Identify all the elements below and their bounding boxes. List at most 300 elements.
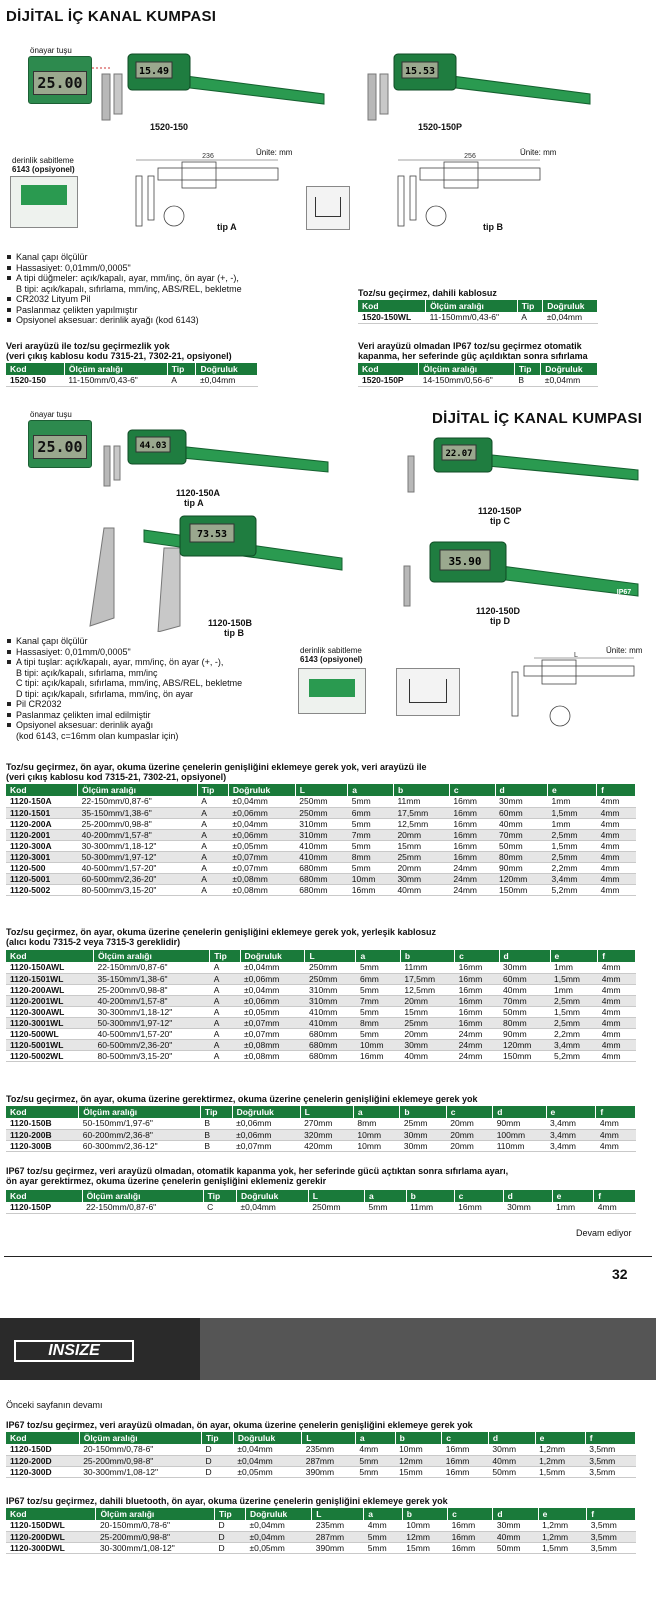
column-header: f xyxy=(587,1508,636,1520)
feature-item: C tipi: açık/kapalı, sıfırlama, mm/inç, ABS/REL, bekletme xyxy=(16,678,243,688)
table-cell: 20mm xyxy=(400,1028,454,1039)
column-header: Kod xyxy=(6,1106,79,1118)
table-cell: 40-200mm/1,57-8" xyxy=(93,995,209,1006)
column-header: Tip xyxy=(202,1432,234,1444)
table-row xyxy=(6,1531,636,1542)
divider xyxy=(4,1256,652,1257)
table-cell: 50mm xyxy=(493,1542,538,1553)
table-cell: 11mm xyxy=(406,1202,454,1213)
caliper-1520-150-image xyxy=(100,52,326,122)
table-cell: 12,5mm xyxy=(400,984,454,995)
table-cell: 22-150mm/0,87-6" xyxy=(82,1202,203,1213)
table-row xyxy=(6,1542,636,1553)
model-1120-150a: 1120-150A xyxy=(176,488,221,498)
table-cell: 16mm xyxy=(449,829,495,840)
model-1120-150b: 1120-150B xyxy=(208,618,253,628)
table-cell: A xyxy=(210,1039,240,1050)
table-cell: 80-500mm/3,15-20" xyxy=(78,884,198,895)
table-cell: 11mm xyxy=(400,962,454,973)
table-cell: ±0,08mm xyxy=(240,1039,305,1050)
table-cell: 30mm xyxy=(488,1444,535,1455)
table-cell: 50mm xyxy=(495,840,547,851)
table-cell: A xyxy=(197,818,228,829)
table-cell: A xyxy=(210,1006,240,1017)
table-cell: 20mm xyxy=(446,1118,492,1129)
table-cell: 16mm xyxy=(455,973,499,984)
table-cell: 680mm xyxy=(295,873,347,884)
table-cell: 390mm xyxy=(312,1542,364,1553)
display-inset-2 xyxy=(28,420,92,468)
table-cell: 680mm xyxy=(305,1050,356,1061)
model-1520-150: 1520-150 xyxy=(150,122,189,132)
feature-item: Kanal çapı ölçülür xyxy=(6,636,306,647)
table-cell: ±0,04mm xyxy=(245,1531,311,1542)
table-cell: ±0,07mm xyxy=(228,862,295,873)
d256-text: 256 xyxy=(464,153,476,160)
table-cell: 1120-200DWL xyxy=(6,1531,96,1542)
table-cell: 8mm xyxy=(353,1118,399,1129)
table-cell: ±0,07mm xyxy=(240,1017,305,1028)
table-cell: 1120-300A xyxy=(6,840,78,851)
column-header: Tip xyxy=(200,1106,232,1118)
table-cell: 4mm xyxy=(598,1050,636,1061)
table-cell: 5,2mm xyxy=(548,884,597,895)
feature-item: Hassasiyet: 0,01mm/0,0005" xyxy=(6,647,306,658)
table-cell: ±0,04mm xyxy=(240,962,305,973)
table-cell: D xyxy=(202,1455,234,1466)
table-cell: 30-300mm/1,18-12" xyxy=(78,840,198,851)
column-header: a xyxy=(355,1432,395,1444)
table-row xyxy=(6,1202,636,1213)
table-cell: ±0,08mm xyxy=(240,1050,305,1061)
column-header: c xyxy=(455,950,499,962)
column-header: c xyxy=(448,1508,493,1520)
table-cell: A xyxy=(197,807,228,818)
table-cell: 16mm xyxy=(455,984,499,995)
table-cell: 25-200mm/0,98-8" xyxy=(78,818,198,829)
table-cell: 20-150mm/0,78-6" xyxy=(96,1520,215,1531)
table-cell: A xyxy=(210,984,240,995)
table-row xyxy=(6,1129,636,1140)
table-cell: 12,5mm xyxy=(393,818,449,829)
table-cell: 30mm xyxy=(493,1520,538,1531)
table-cell: 12mm xyxy=(395,1455,442,1466)
table-row xyxy=(6,873,636,884)
table-cell: A xyxy=(197,829,228,840)
table-cell: 250mm xyxy=(295,796,347,807)
table-cell: 20mm xyxy=(393,862,449,873)
table-cell: 1120-150AWL xyxy=(6,962,93,973)
dL-text: L xyxy=(574,652,578,659)
drawing-type-a xyxy=(118,148,288,238)
table-cell: 22-150mm/0,87-6" xyxy=(78,796,198,807)
table-cell: 2,5mm xyxy=(548,851,597,862)
table-cell: 2,5mm xyxy=(550,1017,598,1028)
table-cell: 1,5mm xyxy=(538,1542,587,1553)
depth-label-2: derinlik sabitleme xyxy=(300,646,362,655)
depth-code: 6143 (opsiyonel) xyxy=(12,165,75,174)
table-cell: 1120-200A xyxy=(6,818,78,829)
table-cell: 22-150mm/0,87-6" xyxy=(93,962,209,973)
table-cell: 16mm xyxy=(449,851,495,862)
lcd-2: 25.00 xyxy=(33,435,87,459)
column-header: b xyxy=(402,1508,447,1520)
table-cell: 1120-300D xyxy=(6,1466,79,1477)
column-header: Ölçüm aralığı xyxy=(64,363,167,375)
table-cell: 60-200mm/2,36-8" xyxy=(79,1129,201,1140)
table-cell: 6mm xyxy=(348,807,394,818)
unit-label-2: Ünite: mm xyxy=(520,148,557,157)
table-cell: 680mm xyxy=(295,862,347,873)
table-cell: 1120-300DWL xyxy=(6,1542,96,1553)
brand-logo: INSIZE xyxy=(14,1340,134,1362)
column-header: c xyxy=(442,1432,489,1444)
table-cell: 16mm xyxy=(455,962,499,973)
table8-caption: IP67 toz/su geçirmez, veri arayüzü olmadan, ön ayar, okuma üzerine çenelerin genişliğini eklemeye gerek yok xyxy=(6,1420,473,1430)
table-cell: 1mm xyxy=(548,818,597,829)
table-cell: 5mm xyxy=(356,1006,400,1017)
column-header: e xyxy=(538,1508,587,1520)
column-header: Doğruluk xyxy=(245,1508,311,1520)
table-cell: 1120-3001 xyxy=(6,851,78,862)
column-header: Ölçüm aralığı xyxy=(419,363,515,375)
table-cell: 1,5mm xyxy=(548,840,597,851)
table-cell: 3,4mm xyxy=(546,1140,596,1151)
table-cell: 30mm xyxy=(400,1129,446,1140)
column-header: Ölçüm aralığı xyxy=(96,1508,215,1520)
unit-label-1: Ünite: mm xyxy=(256,148,293,157)
table-cell: 5mm xyxy=(348,818,394,829)
page-number: 32 xyxy=(612,1266,628,1282)
table-cell: D xyxy=(202,1466,234,1477)
table-cell: 25-200mm/0,98-8" xyxy=(79,1455,201,1466)
lcd4-text: 73.53 xyxy=(196,529,228,540)
table-cell: ±0,05mm xyxy=(240,1006,305,1017)
caliper-1120-150a-image xyxy=(100,428,330,488)
table-type-a-wl xyxy=(6,950,636,1062)
feature-item: D tipi: açık/kapalı, sıfırlama, mm/inç, ön ayar xyxy=(16,688,194,699)
table-cell: A xyxy=(197,873,228,884)
table-cell: 80-500mm/3,15-20" xyxy=(93,1050,209,1061)
table-row xyxy=(6,884,636,895)
table-cell: B xyxy=(200,1140,232,1151)
table-cell: 4mm xyxy=(597,884,636,895)
table-cell: 270mm xyxy=(300,1118,353,1129)
table-row xyxy=(6,1017,636,1028)
table-cell: 35-150mm/1,38-6" xyxy=(78,807,198,818)
column-header: a xyxy=(364,1508,403,1520)
tip-b-label: tip B xyxy=(483,222,503,232)
feature-item: Paslanmaz çelikten imal edilmiştir xyxy=(6,710,306,721)
tip-a-label-2: tip A xyxy=(184,498,204,508)
column-header: Kod xyxy=(358,300,426,312)
table-cell: 17,5mm xyxy=(393,807,449,818)
table-cell: B xyxy=(200,1129,232,1140)
table-cell: 1,2mm xyxy=(538,1531,587,1542)
table-cell: ±0,05mm xyxy=(228,840,295,851)
table-cell: B xyxy=(514,375,540,386)
column-header: Doğruluk xyxy=(228,784,295,796)
table-cell: 4mm xyxy=(597,807,636,818)
lcd5-text: 22.07 xyxy=(445,449,473,459)
table-cell: 1120-150A xyxy=(6,796,78,807)
caliper-1120-150d-image xyxy=(400,540,640,610)
table-cell: 1,2mm xyxy=(535,1444,585,1455)
column-header: e xyxy=(550,950,598,962)
table-cell: 4mm xyxy=(364,1520,403,1531)
lcd: 25.00 xyxy=(33,71,87,95)
column-header: L xyxy=(295,784,347,796)
column-header: Tip xyxy=(215,1508,246,1520)
column-header: d xyxy=(488,1432,535,1444)
table-cell: 1120-500 xyxy=(6,862,78,873)
table-cell: 6mm xyxy=(356,973,400,984)
table-cell: 24mm xyxy=(455,1050,499,1061)
table-cell: 15mm xyxy=(402,1542,447,1553)
table-cell: 5mm xyxy=(348,862,394,873)
table-cell: 4mm xyxy=(598,984,636,995)
column-header: Tip xyxy=(203,1190,236,1202)
table-row xyxy=(6,1118,636,1129)
column-header: Doğruluk xyxy=(196,363,258,375)
table-cell: 1,2mm xyxy=(535,1455,585,1466)
table-cell: 16mm xyxy=(454,1202,503,1213)
table-cell: 15mm xyxy=(395,1466,442,1477)
table-cell: 16mm xyxy=(449,807,495,818)
table-cell: 1120-2001WL xyxy=(6,995,93,1006)
table-cell: 1120-500WL xyxy=(6,1028,93,1039)
table-cell: 3,5mm xyxy=(585,1455,635,1466)
table-cell: ±0,04mm xyxy=(543,312,598,323)
table-cell: 30mm xyxy=(400,1039,454,1050)
table-cell: 250mm xyxy=(295,807,347,818)
table-cell: D xyxy=(215,1531,246,1542)
table-cell: 1120-200B xyxy=(6,1129,79,1140)
table-cell: 1mm xyxy=(550,962,598,973)
table-cell: 3,4mm xyxy=(550,1039,598,1050)
column-header: d xyxy=(493,1508,538,1520)
table-cell: 40-200mm/1,57-8" xyxy=(78,829,198,840)
table-row xyxy=(6,1520,636,1531)
column-header: d xyxy=(499,950,550,962)
table-cell: 16mm xyxy=(455,995,499,1006)
table-cell: 2,2mm xyxy=(550,1028,598,1039)
column-header: d xyxy=(495,784,547,796)
column-header: Kod xyxy=(6,1190,82,1202)
table-cell: ±0,06mm xyxy=(232,1118,300,1129)
table-cell: 310mm xyxy=(305,984,356,995)
table-cell: 287mm xyxy=(312,1531,364,1542)
table-cell: 2,2mm xyxy=(548,862,597,873)
table-cell: ±0,06mm xyxy=(240,995,305,1006)
caliper-1120-150p-image xyxy=(404,436,640,496)
column-header: f xyxy=(598,950,636,962)
table-cell: 5mm xyxy=(355,1466,395,1477)
table-cell: 4mm xyxy=(597,873,636,884)
feature-item: A tipi tuşlar: açık/kapalı, ayar, mm/inç, ön ayar (+, -), xyxy=(6,657,306,668)
column-header: e xyxy=(546,1106,596,1118)
table-cell: 10mm xyxy=(356,1039,400,1050)
table-cell: 3,5mm xyxy=(587,1531,636,1542)
column-header: Kod xyxy=(6,363,64,375)
model-1120-150d: 1120-150D xyxy=(476,606,521,616)
table-row xyxy=(6,375,258,386)
table-cell: 30-300mm/1,18-12" xyxy=(93,1006,209,1017)
table2-caption: Veri arayüzü ile toz/su geçirmezlik yok (veri çıkış kablosu kodu 7315-21, 7302-21, opsiyonel) xyxy=(6,341,232,361)
column-header: Doğruluk xyxy=(237,1190,309,1202)
table-cell: D xyxy=(215,1542,246,1553)
table-cell: 16mm xyxy=(455,1006,499,1017)
table-type-c xyxy=(6,1190,636,1214)
column-header: b xyxy=(400,950,454,962)
table-cell: 24mm xyxy=(455,1039,499,1050)
table-cell: 287mm xyxy=(302,1455,356,1466)
table-cell: 24mm xyxy=(449,884,495,895)
column-header: f xyxy=(594,1190,636,1202)
table-cell: 5,2mm xyxy=(550,1050,598,1061)
table-cell: 1120-5001WL xyxy=(6,1039,93,1050)
table-cell: 30mm xyxy=(499,962,550,973)
table-row xyxy=(6,1028,636,1039)
table-cell: 35-150mm/1,38-6" xyxy=(93,973,209,984)
table-cell: 1520-150P xyxy=(358,375,419,386)
table-cell: 30-300mm/1,08-12" xyxy=(96,1542,215,1553)
column-header: Ölçüm aralığı xyxy=(82,1190,203,1202)
table-cell: 25-200mm/0,98-8" xyxy=(93,984,209,995)
table7-caption: IP67 toz/su geçirmez, veri arayüzü olmadan, otomatik kapanma yok, her seferinde gücü açtıktan sonra sıfırlama ayarı, ön ayar gerektirmez, okuma üzerine çenelerin genişliğini eklemeniz gerekir xyxy=(6,1166,509,1186)
table-cell: B xyxy=(200,1118,232,1129)
table-cell: 50mm xyxy=(499,1006,550,1017)
table-cell: 1,5mm xyxy=(535,1466,585,1477)
lcd3-text: 44.03 xyxy=(139,441,167,451)
model-1520-150p: 1520-150P xyxy=(418,122,463,132)
table-type-b xyxy=(6,1106,636,1152)
table-cell: 5mm xyxy=(355,1455,395,1466)
table-cell: 90mm xyxy=(493,1118,546,1129)
table-cell: 150mm xyxy=(499,1050,550,1061)
column-header: L xyxy=(308,1190,364,1202)
table-cell: 5mm xyxy=(364,1542,403,1553)
model-1120-150p: 1120-150P xyxy=(478,506,522,516)
table-cell: 20mm xyxy=(393,829,449,840)
table-cell: 1,2mm xyxy=(538,1520,587,1531)
caliper-1120-150b-image xyxy=(84,508,344,632)
table-cell: 390mm xyxy=(302,1466,356,1477)
table-cell: 2,5mm xyxy=(550,995,598,1006)
feature-item: Opsiyonel aksesuar: derinlik ayağı (kod 6143) xyxy=(6,315,346,326)
table-cell: 235mm xyxy=(312,1520,364,1531)
table-cell: 16mm xyxy=(449,840,495,851)
depth-label: derinlik sabitleme xyxy=(12,156,74,165)
table-1520-150 xyxy=(6,363,258,387)
table-cell: ±0,06mm xyxy=(228,829,295,840)
table-cell: 310mm xyxy=(295,818,347,829)
table-cell: 30mm xyxy=(495,796,547,807)
table-cell: 680mm xyxy=(305,1028,356,1039)
column-header: f xyxy=(585,1432,635,1444)
table-cell: 410mm xyxy=(305,1006,356,1017)
table-cell: C xyxy=(203,1202,236,1213)
table-row xyxy=(6,829,636,840)
table-cell: 25-200mm/0,98-8" xyxy=(96,1531,215,1542)
table-cell: 16mm xyxy=(455,1017,499,1028)
table-cell: ±0,06mm xyxy=(232,1129,300,1140)
table-cell: 16mm xyxy=(448,1520,493,1531)
section-title-2: DİJİTAL İÇ KANAL KUMPASI xyxy=(432,410,643,427)
table-cell: 25mm xyxy=(400,1017,454,1028)
table-cell: A xyxy=(210,962,240,973)
feature-item: Paslanmaz çelikten yapılmıştır xyxy=(6,305,346,316)
table-row xyxy=(6,840,636,851)
column-header: f xyxy=(597,784,636,796)
table-cell: 5mm xyxy=(365,1202,407,1213)
preset-label: önayar tuşu xyxy=(30,46,72,55)
table-cell: 16mm xyxy=(356,1050,400,1061)
table-cell: 5mm xyxy=(356,1028,400,1039)
table-row xyxy=(6,807,636,818)
column-header: e xyxy=(548,784,597,796)
table-cell: 1520-150WL xyxy=(358,312,426,323)
table-cell: 4mm xyxy=(598,995,636,1006)
feature-item: Opsiyonel aksesuar: derinlik ayağı xyxy=(6,720,306,731)
table-cell: ±0,04mm xyxy=(541,375,598,386)
table-cell: A xyxy=(517,312,543,323)
table-cell: 25mm xyxy=(400,1118,446,1129)
table4-caption: Toz/su geçirmez, ön ayar, okuma üzerine çenelerin genişliğini eklemeye gerek yok, veri arayüzü ile (veri çıkış kablosu kod 7315-21, 7302-21, opsiyonel) xyxy=(6,762,427,782)
column-header: c xyxy=(449,784,495,796)
table-cell: 40mm xyxy=(400,1050,454,1061)
table-cell: 16mm xyxy=(442,1455,489,1466)
column-header: a xyxy=(365,1190,407,1202)
table-cell: D xyxy=(215,1520,246,1531)
table-cell: 1120-200D xyxy=(6,1455,79,1466)
table-cell: ±0,08mm xyxy=(228,873,295,884)
table-cell: 120mm xyxy=(499,1039,550,1050)
feature-item: (kod 6143, c=16mm olan kumpaslar için) xyxy=(16,730,179,741)
table-cell: 5mm xyxy=(356,984,400,995)
table-cell: A xyxy=(210,1050,240,1061)
table-cell: 120mm xyxy=(495,873,547,884)
table-cell: ±0,04mm xyxy=(228,818,295,829)
table-cell: A xyxy=(197,796,228,807)
table-cell: 90mm xyxy=(495,862,547,873)
column-header: Ölçüm aralığı xyxy=(79,1106,201,1118)
table-cell: 40mm xyxy=(499,984,550,995)
column-header: Kod xyxy=(6,1508,96,1520)
table-cell: 1120-300B xyxy=(6,1140,79,1151)
banner xyxy=(0,1318,656,1380)
column-header: Kod xyxy=(6,1432,79,1444)
table-cell: 30mm xyxy=(393,873,449,884)
table-cell: ±0,04mm xyxy=(233,1444,301,1455)
table-cell: 1mm xyxy=(552,1202,594,1213)
table-cell: 3,5mm xyxy=(587,1520,636,1531)
table-cell: 1,5mm xyxy=(550,1006,598,1017)
column-header: d xyxy=(493,1106,546,1118)
column-header: L xyxy=(302,1432,356,1444)
table-cell: 4mm xyxy=(597,840,636,851)
table-cell: 4mm xyxy=(597,851,636,862)
table-cell: 70mm xyxy=(499,995,550,1006)
column-header: Kod xyxy=(6,784,78,796)
table-cell: 4mm xyxy=(598,1028,636,1039)
table-cell: 1120-150P xyxy=(6,1202,82,1213)
table-cell: 1120-200AWL xyxy=(6,984,93,995)
table-cell: 1120-5002WL xyxy=(6,1050,93,1061)
table-cell: 1mm xyxy=(548,796,597,807)
table-cell: 3,5mm xyxy=(587,1542,636,1553)
d236-text: 236 xyxy=(202,153,214,160)
